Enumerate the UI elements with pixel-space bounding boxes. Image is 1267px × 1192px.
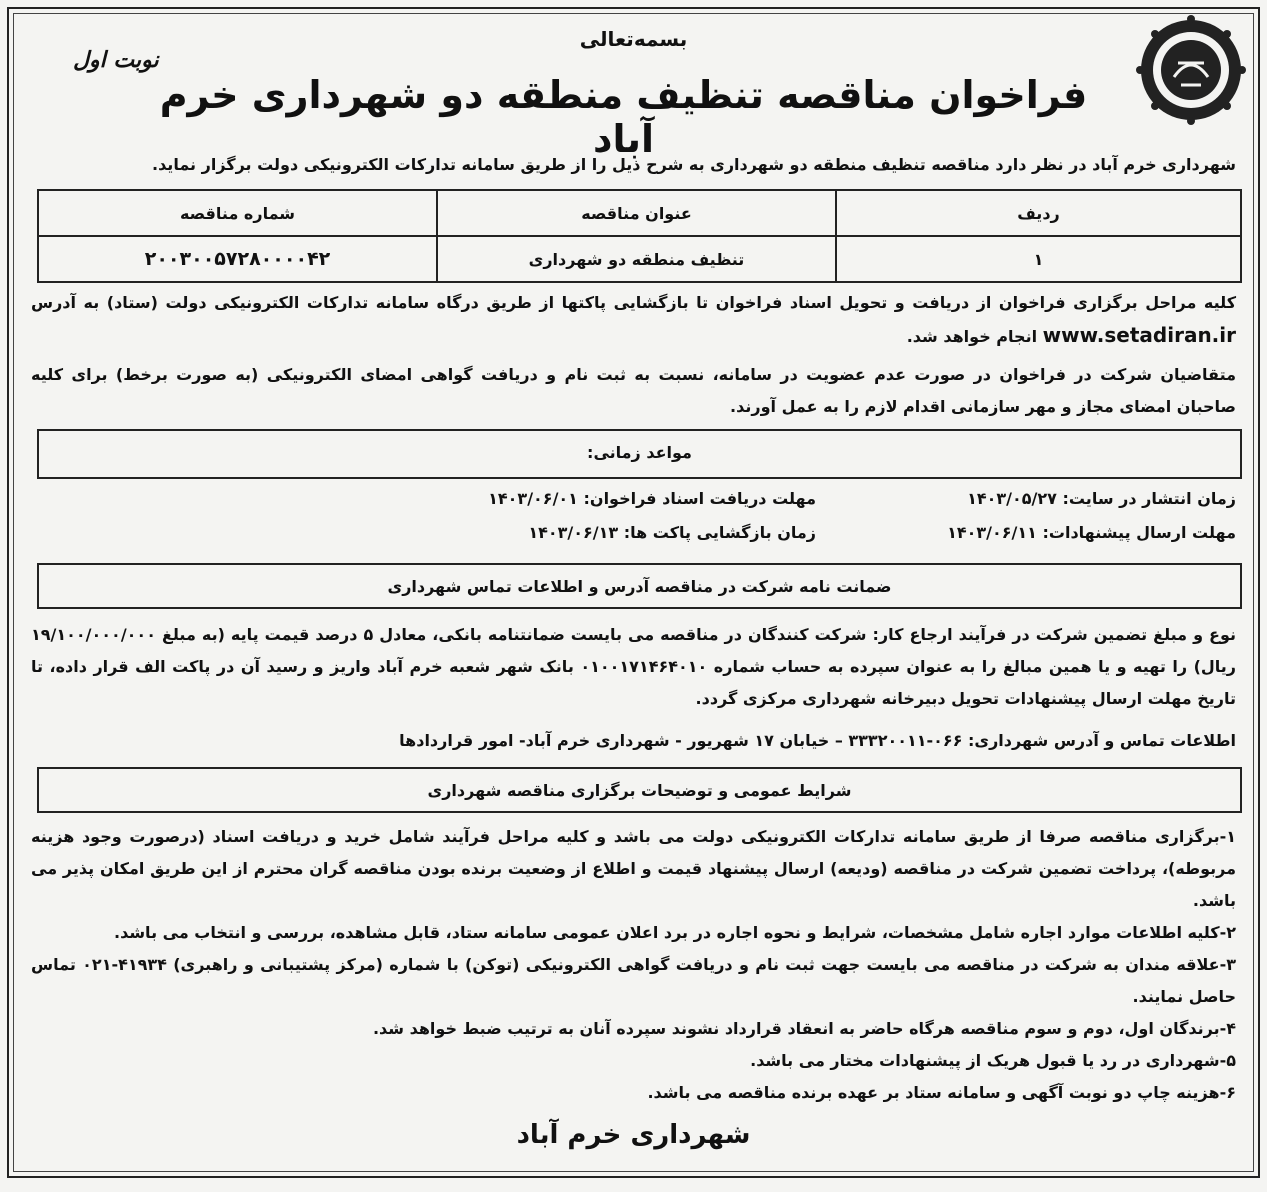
guarantee-box <box>37 563 1242 609</box>
condition-item: ۵-شهرداری در رد یا قبول هریک از پیشنهادات مختار می باشد. <box>750 1051 1236 1070</box>
condition-item: ۴-برندگان اول، دوم و سوم مناقصه هرگاه حاضر به انعقاد قرارداد نشوند سپرده آنان به ترتیب ضبط خواهد شد. <box>372 1019 1236 1038</box>
publish-date <box>967 489 1236 508</box>
footer-signature: شهرداری خرم آباد <box>516 1120 751 1150</box>
table-header-cell: عنوان مناقصه <box>437 190 836 236</box>
table-cell: ۲۰۰۳۰۰۵۷۲۸۰۰۰۰۴۲ <box>38 236 437 282</box>
conditions-heading: شرایط عمومی و توضیحات برگزاری مناقصه شهرداری <box>427 781 852 800</box>
table-row <box>38 236 1241 282</box>
tender-table <box>37 189 1242 283</box>
deadline-row <box>31 489 1236 523</box>
setadiran-link[interactable]: www.setadiran.ir <box>1042 323 1236 347</box>
table-header-cell: شماره مناقصه <box>38 190 437 236</box>
contact-info: اطلاعات تماس و آدرس شهرداری: ۰۶۶-۳۳۳۲۰۰۱۱ – خیابان ۱۷ شهریور - شهرداری خرم آباد- امور قراردادها <box>399 731 1236 750</box>
process-text-end: انجام خواهد شد. <box>906 327 1038 346</box>
paragraph-process <box>31 287 1236 353</box>
publish-label: زمان انتشار در سایت: <box>1062 489 1236 508</box>
notice-round-label: نوبت اول <box>73 47 159 73</box>
deadlines-heading: مواعد زمانی: <box>587 443 692 462</box>
conditions-list <box>31 821 1236 1109</box>
submit-label: مهلت ارسال پیشنهادات: <box>1042 523 1236 542</box>
bismillah-heading: بسمه‌تعالی <box>579 27 688 51</box>
receive-date <box>488 489 816 508</box>
open-label: زمان بازگشایی پاکت ها: <box>623 523 816 542</box>
condition-item: ۶-هزینه چاپ دو نوبت آگهی و سامانه ستاد بر عهده برنده مناقصه می باشد. <box>647 1083 1236 1102</box>
paragraph-applicants: متقاضیان شرکت در فراخوان در صورت عدم عضویت در سامانه، نسبت به ثبت نام و دریافت گواهی امضای الکترونیکی (به صورت برخط) برای کلیه صاحبان امضای مجاز و مهر سازمانی اقدام لازم را به عمل آورند. <box>31 365 1236 416</box>
guarantee-heading: ضمانت نامه شرکت در مناقصه آدرس و اطلاعات تماس شهرداری <box>387 577 892 596</box>
publish-value: ۱۴۰۳/۰۵/۲۷ <box>967 489 1057 508</box>
deadline-row <box>31 523 1236 557</box>
condition-item: ۱-برگزاری مناقصه صرفا از طریق سامانه تدارکات الکترونیکی دولت می باشد و کلیه مراحل فرآیند شامل خرید و دریافت اسناد (درصورت وجود هزینه مربوطه)، پرداخت تضمین شرکت در مناقصه (ودیعه) ارسال پیشنهاد قیمت و اطلاع از وضعیت برنده بودن مناقصه گران محترم از این طریق امکان پذیر می باشد. <box>31 827 1236 910</box>
condition-item: ۲-کلیه اطلاعات موارد اجاره شامل مشخصات، شرایط و نحوه اجاره در برد اعلان عمومی سامانه ستاد، قابل مشاهده، بررسی و انتخاب می باشد. <box>114 923 1236 942</box>
receive-label: مهلت دریافت اسناد فراخوان: <box>583 489 816 508</box>
deadlines-list <box>31 489 1236 557</box>
deadlines-box <box>37 429 1242 479</box>
guarantee-text: نوع و مبلغ تضمین شرکت در فرآیند ارجاع کار: شرکت کنندگان در مناقصه می بایست ضمانتنامه بانکی، معادل ۵ درصد قیمت پایه (به مبلغ ۱۹/۱۰۰/۰۰۰/۰۰۰ ریال) را تهیه و یا همین مبالغ را به عنوان سپرده به حساب شماره ۰۱۰۰۱۷۱۴۶۴۰۱۰ بانک شهر شعبه خرم آباد واریز و رسید آن در پاکت الف قرار داده، تا تاریخ مهلت ارسال پیشنهادات تحویل دبیرخانه شهرداری مرکزی گردد. <box>31 625 1236 708</box>
process-text: کلیه مراحل برگزاری فراخوان از دریافت و تحویل اسناد فراخوان تا بازگشایی پاکتها از طریق درگاه سامانه تدارکات الکترونیکی دولت (ستاد) به آدرس <box>31 293 1236 312</box>
receive-value: ۱۴۰۳/۰۶/۰۱ <box>488 489 578 508</box>
submit-value: ۱۴۰۳/۰۶/۱۱ <box>947 523 1037 542</box>
intro-text: شهرداری خرم آباد در نظر دارد مناقصه تنظیف منطقه دو شهرداری به شرح ذیل را از طریق سامانه تدارکات الکترونیکی دولت برگزار نماید. <box>151 155 1236 174</box>
table-header-cell: ردیف <box>836 190 1241 236</box>
table-header-row <box>38 190 1241 236</box>
submit-date <box>947 523 1236 542</box>
tender-notice <box>7 7 1260 1178</box>
page-title: فراخوان مناقصه تنظیف منطقه دو شهرداری خرم آباد <box>159 73 1088 161</box>
table-cell: تنظیف منطقه دو شهرداری <box>437 236 836 282</box>
conditions-box <box>37 767 1242 813</box>
open-date <box>528 523 816 542</box>
open-value: ۱۴۰۳/۰۶/۱۳ <box>528 523 619 542</box>
table-cell: ۱ <box>836 236 1241 282</box>
condition-item: ۳-علاقه مندان به شرکت در مناقصه می بایست جهت ثبت نام و دریافت گواهی الکترونیکی (توکن) با شماره (مرکز پشتیبانی و راهبری) ۴۱۹۳۴-۰۲۱ تماس حاصل نمایند. <box>31 955 1237 1006</box>
